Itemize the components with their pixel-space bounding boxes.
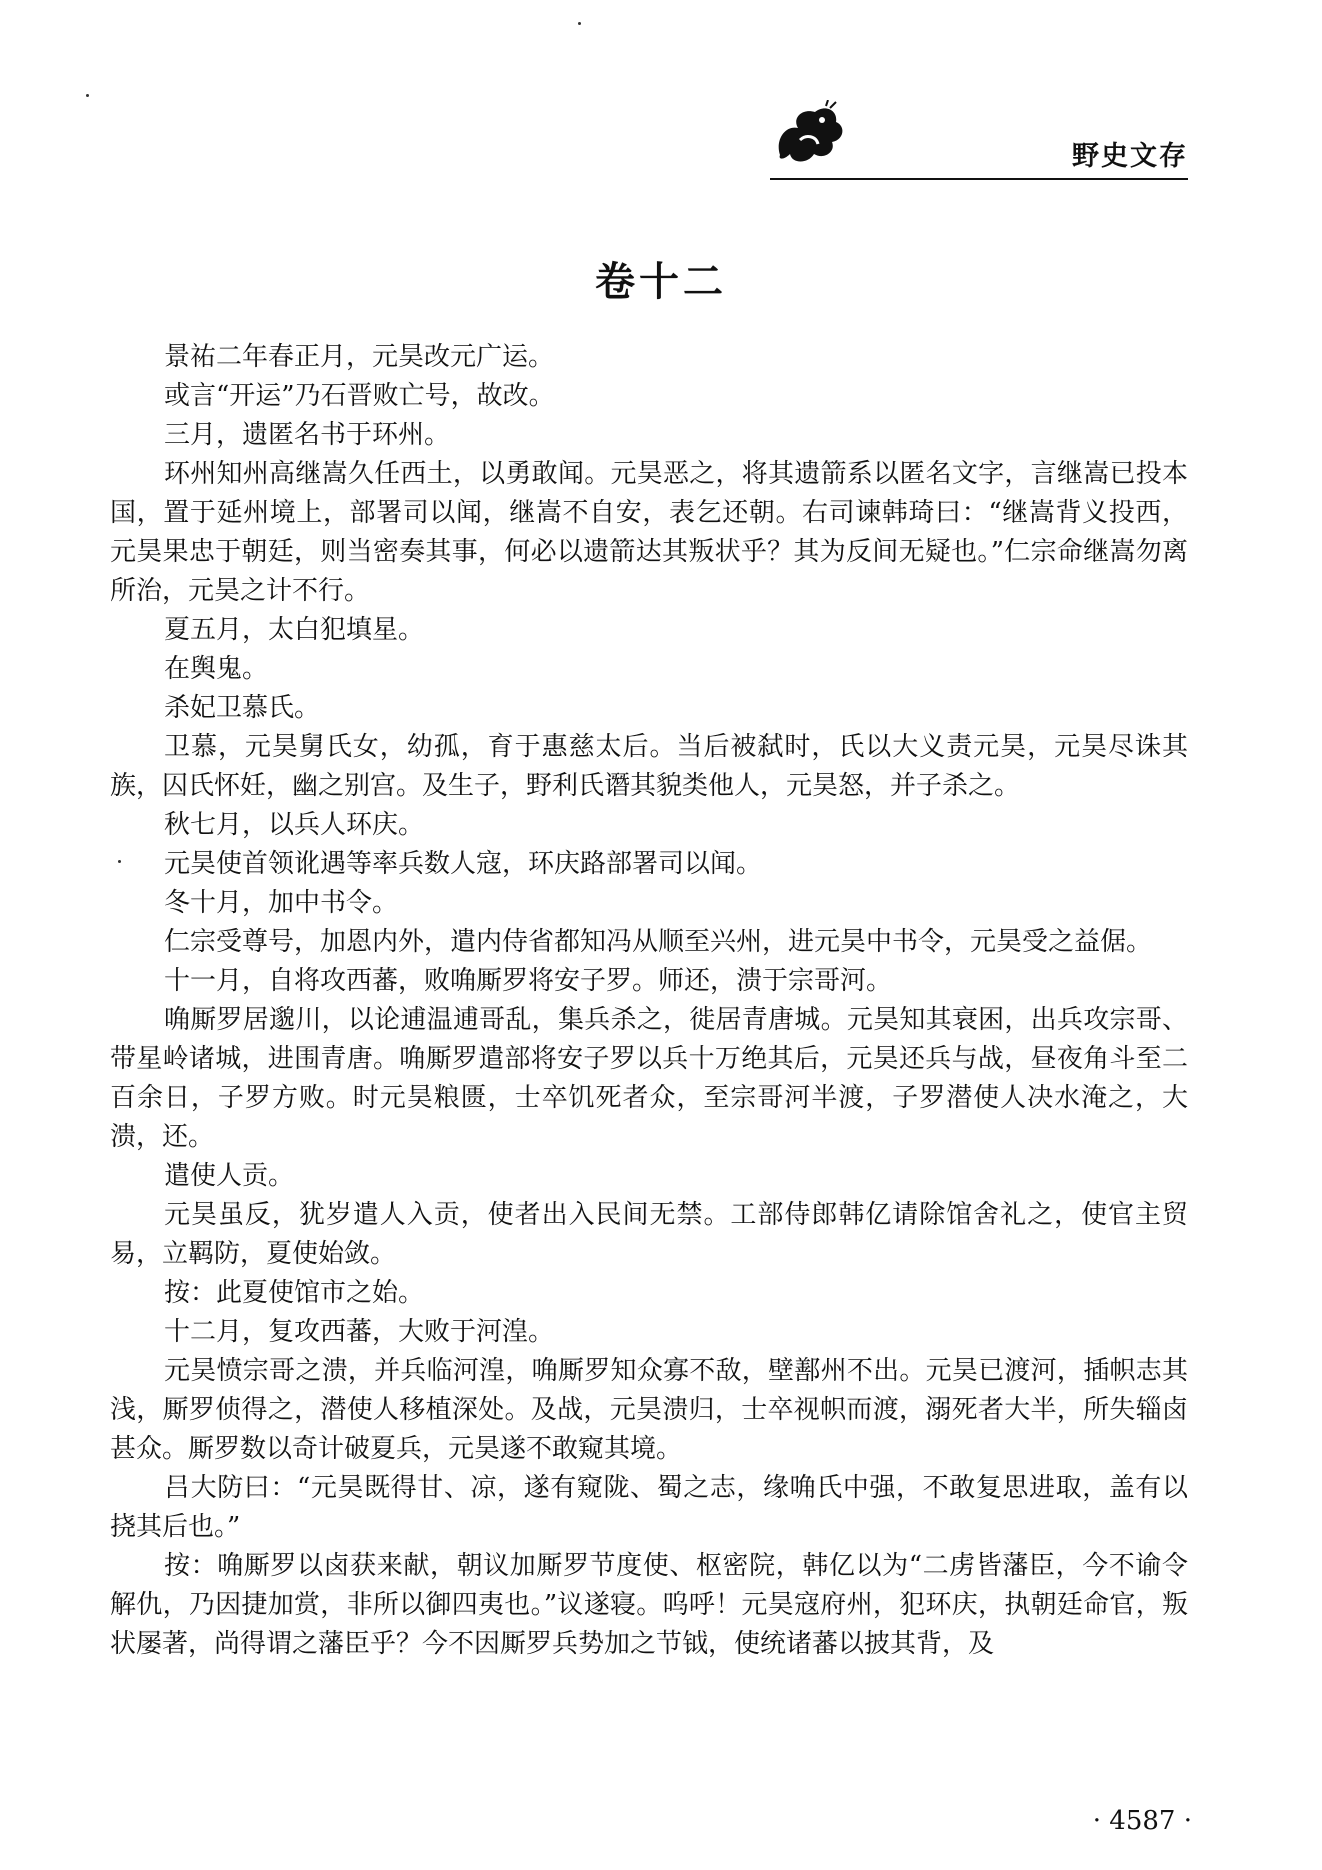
- body-text: [110, 338, 1188, 1664]
- paragraph: 元昊使首领讹遇等率兵数人寇，环庆路部署司以闻。: [164, 849, 763, 879]
- paragraph: 遣使人贡。: [164, 1161, 295, 1191]
- series-title: 野史文存: [1072, 141, 1188, 172]
- paragraph: 冬十月，加中书令。: [164, 888, 399, 918]
- dragon-icon: [770, 100, 850, 170]
- page-number: · 4587 ·: [1092, 1806, 1192, 1836]
- chapter-title: 卷十二: [595, 259, 727, 305]
- paragraph: 十一月，自将攻西蕃，败唃厮罗将安子罗。师还，溃于宗哥河。: [164, 966, 893, 996]
- scan-speck: [86, 94, 89, 97]
- paragraph: 仁宗受尊号，加恩内外，遣内侍省都知冯从顺至兴州，进元昊中书令，元昊受之益倨。: [164, 927, 1153, 957]
- paragraph: 环州知州高继嵩久任西土，以勇敢闻。元昊恶之，将其遗箭系以匿名文字，言继嵩已投本国，置于延州境上，部署司以闻，继嵩不自安，表乞还朝。右司谏韩琦曰：“继嵩背义投西，元昊果忠于朝廷，则当密奏其事，何必以遗箭达其叛状乎？其为反间无疑也。”仁宗命继嵩勿离所治，元昊之计不行。: [110, 459, 1188, 606]
- paragraph: 卫慕，元昊舅氏女，幼孤，育于惠慈太后。当后被弑时，氏以大义责元昊，元昊尽诛其族，囚氏怀妊，幽之别宫。及生子，野利氏谮其貌类他人，元昊怒，并子杀之。: [110, 732, 1188, 801]
- paragraph: 十二月，复攻西蕃，大败于河湟。: [164, 1317, 555, 1347]
- paragraph: 按：唃厮罗以卤获来献，朝议加厮罗节度使、枢密院，韩亿以为“二虏皆藩臣，今不谕令解仇，乃因捷加赏，非所以御四夷也。”议遂寝。呜呼！元昊寇府州，犯环庆，执朝廷命官，叛状屡著，尚得谓之藩臣乎？今不因厮罗兵势加之节钺，使统诸蕃以披其背，及: [110, 1551, 1188, 1659]
- paragraph: 景祐二年春正月，元昊改元广运。: [164, 342, 555, 372]
- running-header: [770, 100, 1188, 180]
- paragraph: 在舆鬼。: [164, 654, 269, 684]
- scan-speck: [578, 22, 581, 25]
- paragraph: 元昊虽反，犹岁遣人入贡，使者出入民间无禁。工部侍郎韩亿请除馆舍礼之，使官主贸易，立羁防，夏使始敛。: [110, 1200, 1188, 1269]
- paragraph: 夏五月，太白犯填星。: [164, 615, 425, 645]
- header-rule: [770, 178, 1188, 180]
- paragraph: 秋七月，以兵人环庆。: [164, 810, 425, 840]
- paragraph: 元昊愤宗哥之溃，并兵临河湟，唃厮罗知众寡不敌，壁鄯州不出。元昊已渡河，插帜志其浅，厮罗侦得之，潜使人移植深处。及战，元昊溃归，士卒视帜而渡，溺死者大半，所失辎卤甚众。厮罗数以奇计破夏兵，元昊遂不敢窥其境。: [110, 1356, 1188, 1464]
- paragraph: 杀妃卫慕氏。: [164, 693, 321, 723]
- paragraph: 按：此夏使馆市之始。: [164, 1278, 425, 1308]
- paragraph: 唃厮罗居邈川，以论逋温逋哥乱，集兵杀之，徙居青唐城。元昊知其衰困，出兵攻宗哥、带星岭诸城，进围青唐。唃厮罗遣部将安子罗以兵十万绝其后，元昊还兵与战，昼夜角斗至二百余日，子罗方败。时元昊粮匮，士卒饥死者众，至宗哥河半渡，子罗潜使人决水淹之，大溃，还。: [110, 1005, 1188, 1152]
- paragraph: 三月，遗匿名书于环州。: [164, 420, 451, 450]
- paragraph: 或言“开运”乃石晋败亡号，故改。: [164, 381, 555, 411]
- paragraph: 吕大防曰：“元昊既得甘、凉，遂有窥陇、蜀之志，缘唃氏中强，不敢复思进取，盖有以挠其后也。”: [110, 1473, 1188, 1542]
- scan-speck: [118, 860, 121, 863]
